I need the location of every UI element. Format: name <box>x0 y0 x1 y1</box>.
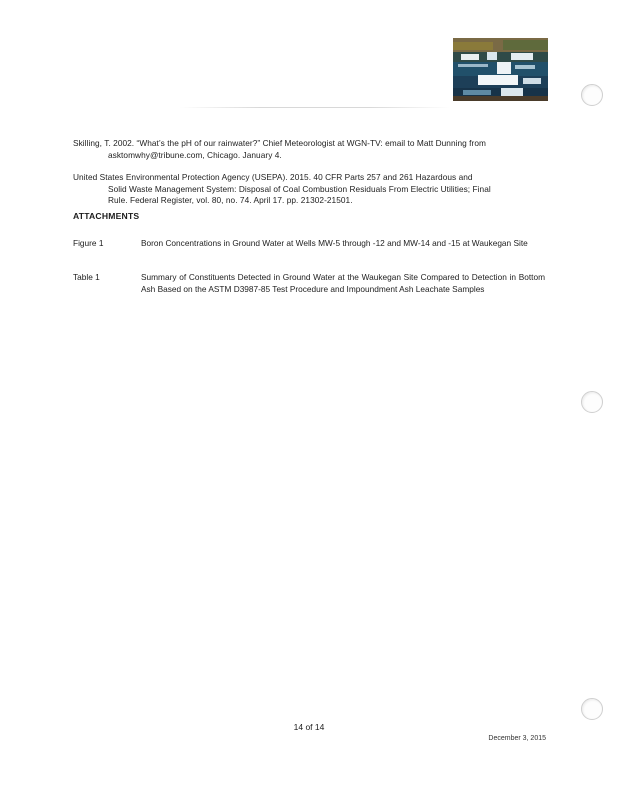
attachment-label: Figure 1 <box>73 238 104 248</box>
reference-line: Rule. Federal Register, vol. 80, no. 74. April 17. pp. 21302-21501. <box>108 195 353 205</box>
punch-hole-bottom <box>581 698 603 720</box>
punch-hole-middle <box>581 391 603 413</box>
reference-skilling <box>73 138 545 161</box>
reference-usepa <box>73 172 545 207</box>
reference-line: Solid Waste Management System: Disposal of Coal Combustion Residuals From Electric Utilities; Final <box>108 183 491 194</box>
header-rule <box>180 107 450 108</box>
reference-line: Skilling, T. 2002. “What’s the pH of our rainwater?” Chief Meteorologist at WGN-TV: email to Matt Dunning from <box>73 138 486 148</box>
header-waterfall-photo <box>453 38 548 101</box>
attachments-heading: ATTACHMENTS <box>73 211 140 221</box>
reference-line: United States Environmental Protection Agency (USEPA). 2015. 40 CFR Parts 257 and 261 Hazardous and <box>73 172 473 182</box>
reference-line: asktomwhy@tribune.com, Chicago. January 4. <box>108 149 282 160</box>
footer-date: December 3, 2015 <box>488 735 546 742</box>
punch-hole-top <box>581 84 603 106</box>
attachment-description: Summary of Constituents Detected in Ground Water at the Waukegan Site Compared to Detection in Bottom Ash Based on the ASTM D3987-85 Test Procedure and Impoundment Ash Leachate Samples <box>141 272 545 294</box>
attachment-label: Table 1 <box>73 272 100 282</box>
attachment-description: Boron Concentrations in Ground Water at Wells MW-5 through -12 and MW-14 and -15 at Waukegan Site <box>141 238 528 248</box>
page-number: 14 of 14 <box>293 722 325 732</box>
